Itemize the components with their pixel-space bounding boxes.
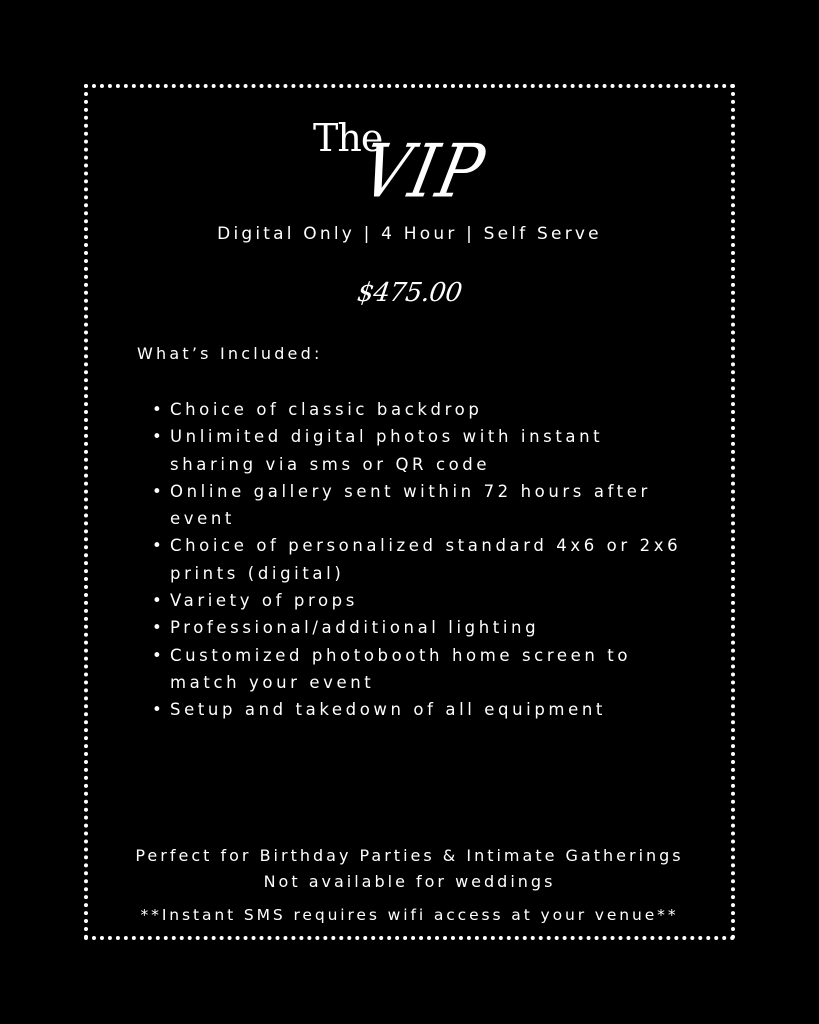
- feature-item: [152, 614, 692, 641]
- feature-item: [152, 642, 692, 697]
- bullet-icon: •: [152, 536, 166, 556]
- feature-item: [152, 696, 692, 723]
- bullet-icon: •: [152, 700, 166, 720]
- footer-note: **Instant SMS requires wifi access at your venue**: [140, 906, 679, 924]
- footer-audience: Perfect for Birthday Parties & Intimate Gatherings: [135, 846, 684, 865]
- title-main: VIP: [353, 130, 493, 216]
- feature-text: Choice of classic backdrop: [170, 400, 483, 419]
- feature-item: [152, 478, 692, 533]
- feature-text: Professional/additional lighting: [170, 618, 540, 638]
- footer-restriction: Not available for weddings: [263, 872, 556, 891]
- feature-item: [152, 587, 692, 614]
- feature-text: Setup and takedown of all equipment: [170, 700, 606, 720]
- feature-list: [152, 396, 692, 724]
- package-title: [0, 110, 819, 220]
- bullet-icon: •: [152, 618, 166, 638]
- feature-text: Unlimited digital photos with instant sharing via sms or QR code: [170, 427, 604, 474]
- bullet-icon: •: [152, 645, 166, 665]
- feature-item: [152, 423, 692, 478]
- title-prefix: The: [313, 116, 383, 160]
- bullet-icon: •: [152, 481, 166, 501]
- package-subtitle: Digital Only | 4 Hour | Self Serve: [217, 224, 602, 244]
- feature-item: [152, 396, 692, 423]
- feature-text: Customized photobooth home screen to match your event: [170, 645, 632, 692]
- feature-item: [152, 532, 692, 587]
- feature-text: Variety of props: [170, 591, 358, 611]
- bullet-icon: •: [152, 591, 166, 611]
- bullet-icon: •: [152, 400, 166, 419]
- feature-text: Online gallery sent within 72 hours after event: [170, 481, 651, 529]
- included-heading: What’s Included:: [137, 344, 323, 363]
- feature-text: Choice of personalized standard 4x6 or 2x6 prints (digital): [170, 536, 682, 583]
- package-price: $475.00: [355, 278, 464, 308]
- bullet-icon: •: [152, 427, 166, 447]
